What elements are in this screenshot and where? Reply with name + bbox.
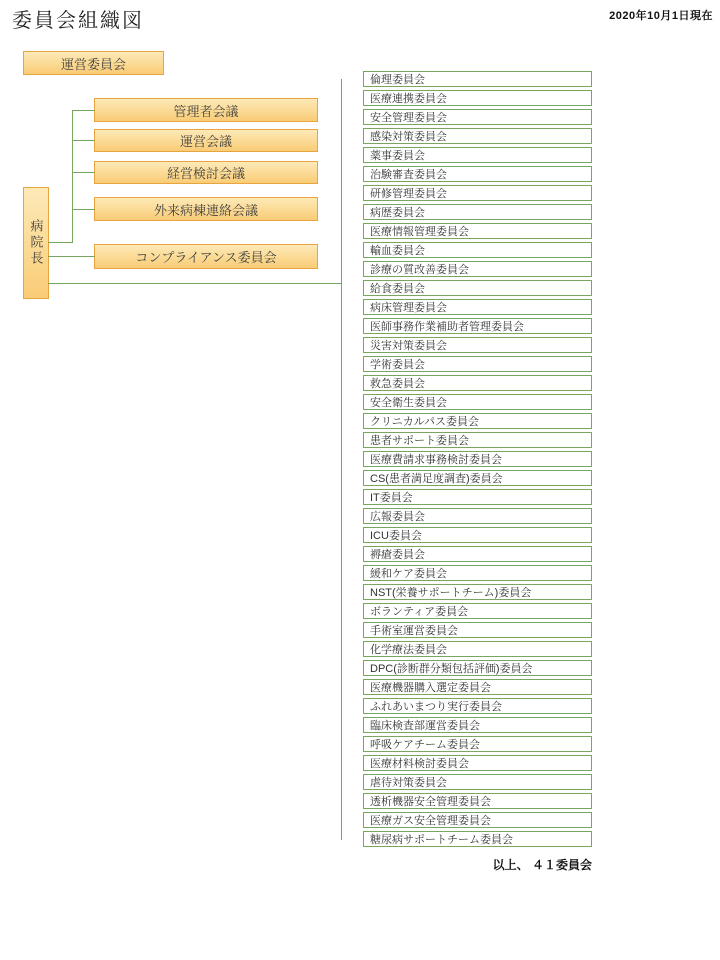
committee-row: 医療機器購入選定委員会: [363, 679, 592, 695]
connector-compliance-stub: [48, 256, 95, 257]
committee-row: 倫理委員会: [363, 71, 592, 87]
steering-committee-label: 運営委員会: [60, 56, 126, 72]
meeting-box-1: [94, 98, 318, 122]
committee-row: IT委員会: [363, 489, 592, 505]
committee-row: 病床管理委員会: [363, 299, 592, 315]
committee-row: 広報委員会: [363, 508, 592, 524]
committee-row: 治験審査委員会: [363, 166, 592, 182]
committee-row: ふれあいまつり実行委員会: [363, 698, 592, 714]
steering-committee-box: [23, 51, 164, 75]
compliance-committee-label: コンプライアンス委員会: [135, 250, 277, 265]
meeting-box-4: [94, 197, 318, 221]
committee-row: 薬事委員会: [363, 147, 592, 163]
committee-row: 褥瘡委員会: [363, 546, 592, 562]
committee-row: 化学療法委員会: [363, 641, 592, 657]
committee-row: クリニカルパス委員会: [363, 413, 592, 429]
meeting-box-3: [94, 161, 318, 184]
hospital-director-label: 病院長: [28, 219, 44, 267]
committee-row: 病歴委員会: [363, 204, 592, 220]
committee-row: 虐待対策委員会: [363, 774, 592, 790]
committee-row: 患者サポート委員会: [363, 432, 592, 448]
committee-row: ICU委員会: [363, 527, 592, 543]
committee-row: 安全衛生委員会: [363, 394, 592, 410]
committee-row: 感染対策委員会: [363, 128, 592, 144]
committee-row: 救急委員会: [363, 375, 592, 391]
committee-row: 輸血委員会: [363, 242, 592, 258]
connector-director-stub: [48, 242, 73, 243]
committee-row: 診療の質改善委員会: [363, 261, 592, 277]
hospital-director-box: [23, 187, 49, 299]
committee-row: 呼吸ケアチーム委員会: [363, 736, 592, 752]
committee-row: DPC(診断群分類包括評価)委員会: [363, 660, 592, 676]
footer-note: 以上、 ４１委員会: [492, 858, 592, 872]
committee-row: 研修管理委員会: [363, 185, 592, 201]
committee-row: 給食委員会: [363, 280, 592, 296]
meeting-box-2: [94, 129, 318, 152]
connector-meeting-stub-3: [72, 172, 95, 173]
committee-row: 安全管理委員会: [363, 109, 592, 125]
committee-row: ボランティア委員会: [363, 603, 592, 619]
committee-row: 学術委員会: [363, 356, 592, 372]
committee-list: [363, 0, 592, 960]
committee-row: 医師事務作業補助者管理委員会: [363, 318, 592, 334]
committee-row: CS(患者満足度調査)委員会: [363, 470, 592, 486]
committee-row: 災害対策委員会: [363, 337, 592, 353]
committee-row: 医療ガス安全管理委員会: [363, 812, 592, 828]
page-title: 委員会組織図: [12, 10, 144, 32]
connector-meeting-stub-2: [72, 140, 95, 141]
connector-director-to-trunk: [48, 283, 341, 284]
committee-row: 糖尿病サポートチーム委員会: [363, 831, 592, 847]
committee-row: 医療材料検討委員会: [363, 755, 592, 771]
committee-row: 緩和ケア委員会: [363, 565, 592, 581]
connector-meeting-stub-4: [72, 209, 95, 210]
connector-branch-vertical: [72, 110, 73, 243]
committee-row: 臨床検査部運営委員会: [363, 717, 592, 733]
committee-row: 医療情報管理委員会: [363, 223, 592, 239]
committee-row: 透析機器安全管理委員会: [363, 793, 592, 809]
committee-row: 医療費請求事務検討委員会: [363, 451, 592, 467]
connector-meeting-stub-1: [72, 110, 95, 111]
committee-row: 手術室運営委員会: [363, 622, 592, 638]
meeting-label: 運営会議: [179, 134, 232, 149]
connector-trunk-line: [341, 79, 342, 840]
meeting-label: 外来病棟連絡会議: [153, 202, 258, 218]
committee-row: NST(栄養サポートチーム)委員会: [363, 584, 592, 600]
meeting-label: 管理者会議: [173, 103, 239, 119]
meeting-label: 経営検討会議: [166, 166, 245, 181]
date-note: 2020年10月1日現在: [609, 10, 713, 22]
compliance-committee-box: [94, 244, 318, 269]
committee-row: 医療連携委員会: [363, 90, 592, 106]
